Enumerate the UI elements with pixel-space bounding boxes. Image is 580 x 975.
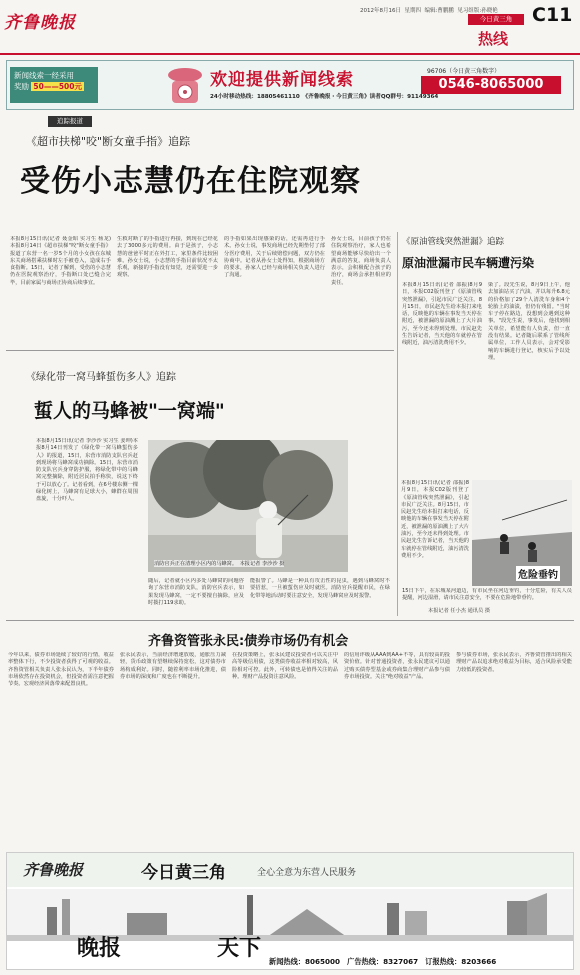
reward-box [10,67,98,103]
story3-kicker: 《原油管线突然泄漏》追踪 [402,237,505,247]
hotline-banner [6,60,574,110]
story4-column: 张永民表示，当前经济增速放缓，通胀压力减轻，货币政策有望继续保持宽松，这对债券市场构成利好。同时，随着利率市场化推进，债券市场的深度和广度也在不断提升。 [120,652,226,680]
banner-mobile-line: 24小时移动热线：18805461110 《齐鲁晚报・今日黄三角》读者QQ群号：91149364 [210,94,439,100]
issue-editor: 编辑:曹鹏鹏 [424,8,454,14]
story2-headline: 蜇人的马蜂被"一窝端" [34,400,225,422]
footer-contacts: 新闻热线：8065000 广告热线：8327067 订报热线：8203666 [269,957,497,966]
fishing-photo [472,480,572,586]
footer-logo: 齐鲁晚报 [23,861,84,879]
masthead-rule [0,53,580,55]
footer-slogan: 全心全意为东营人民服务 [257,868,357,878]
story1-column: 孙女士说，目前孩子仍在住院观察治疗，家人也希望商场能够尽快给出一个满意的答复。商场负责人表示，会积极配合孩子的治疗，商场会承担相应的责任。 [331,236,391,286]
story1-headline: 受伤小志慧仍在住院观察 [20,164,361,199]
story1-column: 本报8月15日讯(记者 聂金昭 实习生 杨龙)本报8月14日《超市扶梯"咬"断女童手指》报道了东营一名一岁5个月的小女孩在东城东关商场搭乘扶梯时左手被卷入，造成右手食指断。15日，记者了解到，受伤的小志慧仍在医院观察治疗，手指断口处已缝合完毕，目前家属与商场正协商后续事宜。 [10,236,111,286]
divider [6,620,574,621]
issue-date: 2012年8月16日 [360,8,401,14]
reward-line2: 奖励 [14,82,29,91]
photo-tag: 危险垂钓 [516,566,560,581]
hotline-phone: 0546-8065000 [421,76,561,94]
issue-weekday: 星期四 [404,8,422,14]
story4-column: 参与债券市场，张永民表示，齐鲁资管推出的相关理财产品以追求绝对收益为目标，适合风险承受能力较低的投资者。 [456,652,572,673]
telephone-icon [165,63,205,107]
story4-column: 的信用评级从AAA到AA+不等，具有较高的投资价值。针对普通投资者，张永民建议可以通过购买债券型基金或券商集合理财产品参与债券市场投资。关注"绝对收益"产品。 [344,652,450,680]
divider [6,350,394,351]
section-tag: 今日黄三角 [468,14,524,25]
story4-headline: 齐鲁资管张永民:债券市场仍有机会 [148,634,349,649]
story2-column: 随后，记者就小区内多处马蜂窝的问题咨询了东营市消防支队，消防官兵表示，如果发现马蜂窝，一定不要擅自摘除，应及时拨打119求助。 [148,578,244,606]
story2-kicker: 《绿化带一窝马蜂蜇伤多人》追踪 [26,372,176,383]
page-number: C11 [532,4,573,26]
story1-column: 生救对断了的手指进行再接，到现在已经花去了3000多元的费用。由于是孩子，小志慧的爸爸平时正在外打工，家里条件比较困难。孙女士说，小志慧的手指目前状况不太乐观，新接的手指没有知觉，还需要进一步观察。 [117,236,218,279]
footer-big-right: 天下 [217,935,262,961]
reward-line1: 新闻线索一经采用 [14,71,74,80]
issue-designer: 见习组版:孙晓艳 [457,8,498,14]
story2-column: 本报8月15日讯(记者 李沙沙 实习生 姜坤)本报8月14日刊发了《绿化带一窝马蜂蜇伤多人》的报道，15日，东营市消防支队官兵赶到现场将马蜂窝成功摘除。15日，东营市消防支队官兵身穿防护服，将绿化带中的马蜂窝完整摘除，附近居民拍手称快，说这下终于可以放心了。记者看到，在6号楼东侧一棵绿化树上，马蜂窝有足球大小，蜂群在周围盘旋，十分吓人。 [36,438,138,503]
story-tag: 追踪报道 [48,116,92,127]
story3-photo-caption: 15日下午，在东城某河道边，有市民坐在河边垂钓，十分危险，有关人员提醒，河边湿滑，请市民注意安全，不要在危险地带垂钓。 [402,588,572,602]
story1-kicker: 《超市扶梯"咬"断女童手指》追踪 [26,135,191,148]
story4-column: 今年以来，债券市场延续了较好的行情，收益率整体下行，不少投资者获得了可观的收益。齐鲁资管相关负责人张永民认为，下半年债券市场依然存在投资机会，但投资者需注意把握节奏。宏观经济回落带来配置良机。 [8,652,114,688]
issue-info [360,6,498,14]
bee-photo [148,440,348,572]
story3-left-text: 本报8月15日讯(记者 邵振)8月9日，本报C02版刊登了《原油管线突然泄漏》，引起市民广泛关注。8月15日，市民赵先生给本报打来电话，反映他的车辆在事发当天停在附近，被泄漏的原油溅上了大片油污，至今还未得到处理。市民赵先生告诉记者，当天他的车就停在管线附近，油污清洗费用不少。 [401,480,469,559]
qq-label: 96706（今日黄三角数字） [427,68,501,75]
reward-amount: 50——500元 [33,82,82,91]
story3-column: 染了。段先生说，8月9日上午，他去加油站买了汽油，并以每升6.8元的价格加了29个人清洗车身和4个轮胎上的油渍，但仍有残留。"当时车子停在路边，没想到会遇到这种事。"段先生说，事发后，他找到相关单位，希望能有人负责，但一直没有结果。记者随后联系了管线所属单位，工作人员表示，会对受影响的车辆进行登记，核实后予以处理。 [488,282,570,361]
banner-title: 欢迎提供新闻线索 [210,70,354,90]
footer-ad [6,852,574,970]
bee-photo-caption: 消防官兵正在清理小区内的马蜂窝。 本报记者 李沙沙 摄 [154,561,285,567]
footer-title: 今日黄三角 [141,863,226,883]
newspaper-logo: 齐鲁晚报 [4,13,76,33]
story3-photo-credit: 本报记者 任小杰 通讯员 摄 [428,608,491,614]
story3-headline: 原油泄漏市民车辆遭污染 [402,256,535,270]
story2-column: 能报警了。马蜂是一种具有攻击性的昆虫，遇到马蜂窝时不要招惹，一旦被蜇伤应及时就医。消防官兵提醒市民，在绿化带等地活动时要注意安全，发现马蜂窝应及时报警。 [250,578,390,599]
story3-column: 本报8月15日讯(记者 邵振)8月9日，本报C02版刊登了《原油管线突然泄漏》，引起市民广泛关注。8月15日，市民赵先生给本报打来电话，反映他的车辆在事发当天停在附近，被泄漏的原油溅上了大片油污，至今还未得到处理。市民赵先生告诉记者，当天他的车就停在管线附近，油污清洗费用不少。 [402,282,482,347]
masthead [0,0,580,56]
story1-column: 的手指如果出现感染的话，还需再进行手术。孙女士说，事发商场已经先期垫付了部分医疗费用，关于后续赔偿问题，双方仍在协商中。记者从孙女士处得知，根据商场方的要求，孙家人已经与商场相关负责人进行了沟通。 [224,236,325,279]
story4-column: 在投资策略上，张永民建议投资者可以关注中高等级信用债，这类债券收益率相对较高，风险相对可控。此外，可转债也是值得关注的品种。理财产品投资注意风险。 [232,652,338,680]
section-title: 热线 [478,30,509,48]
footer-big-left: 晚报 [77,935,122,961]
